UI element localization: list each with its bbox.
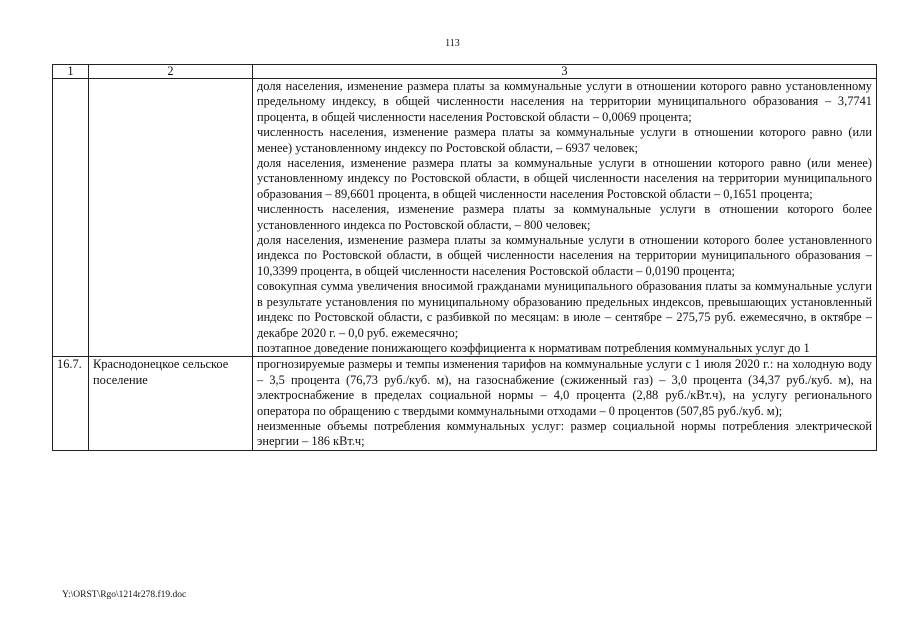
row-name-cell xyxy=(89,79,253,357)
table-header-row xyxy=(53,65,877,79)
footer-file-path: Y:\ORST\Rgo\1214r278.f19.doc xyxy=(62,590,187,600)
header-col-2: 2 xyxy=(89,65,253,79)
paragraph: численность населения, изменение размера платы за коммунальные услуги в отношении которого более установленного индекса по Ростовской области, – 800 человек; xyxy=(257,202,872,232)
row-content-cell xyxy=(253,357,877,450)
paragraph: поэтапное доведение понижающего коэффициента к нормативам потребления коммунальных услуг до 1 xyxy=(257,340,810,355)
paragraph: доля населения, изменение размера платы за коммунальные услуги в отношении которого равно (или менее) установленному индексу по Ростовской области, в общей численности населения на территории муниципального образования – 89,6601 процента, в общей численности населения Ростовской области – 0,1651 процента; xyxy=(257,156,872,201)
paragraph: совокупная сумма увеличения вносимой гражданами муниципального образования платы за коммунальные услуги в результате установления по муниципальному образованию предельных индексов, превышающих установленный индекс по Ростовской области, с разбивкой по месяцам: в июле – сентябре – 275,75 руб. ежемесячно, в октябре – декабре 2020 г. – 0,0 руб. ежемесячно; xyxy=(257,279,872,340)
row-number-cell xyxy=(53,79,89,357)
paragraph: численность населения, изменение размера платы за коммунальные услуги в отношении которого равно (или менее) установленному индексу по Ростовской области, – 6937 человек; xyxy=(257,125,872,155)
table-row-continued xyxy=(53,79,877,357)
row-name-cell: Краснодонецкое сельское поселение xyxy=(89,357,253,450)
table-row-16-7 xyxy=(53,357,877,450)
paragraph: неизменные объемы потребления коммунальных услуг: размер социальной нормы потребления электрической энергии – 186 кВт.ч; xyxy=(257,418,872,449)
row-number-cell: 16.7. xyxy=(53,357,89,450)
row-content-cell xyxy=(253,79,877,357)
header-col-1: 1 xyxy=(53,65,89,79)
page-number: 113 xyxy=(445,38,460,49)
paragraph: прогнозируемые размеры и темпы изменения тарифов на коммунальные услуги с 1 июля 2020 г.: на холодную воду – 3,5 процента (76,73 руб./куб. м), на газоснабжение (сжиженный газ) – 3,0 процента (34,37 руб./куб. м), на электроснабжение в пределах социальной нормы – 4,0 процента (2,88 руб./кВт.ч), на услугу регионального оператора по обращению с твердыми коммунальными отходами – 0 процентов (507,85 руб./куб. м); xyxy=(257,357,872,418)
header-col-3: 3 xyxy=(253,65,877,79)
document-table xyxy=(52,64,877,451)
paragraph: доля населения, изменение размера платы за коммунальные услуги в отношении которого более установленного индекса по Ростовской области, в общей численности населения на территории муниципального образования – 10,3399 процента, в общей численности населения Ростовской области – 0,0190 процента; xyxy=(257,233,872,278)
paragraph: доля населения, изменение размера платы за коммунальные услуги в отношении которого равно установленному предельному индексу, в общей численности населения на территории муниципального образования – 3,7741 процента, в общей численности населения Ростовской области – 0,0069 процента; xyxy=(257,79,872,124)
